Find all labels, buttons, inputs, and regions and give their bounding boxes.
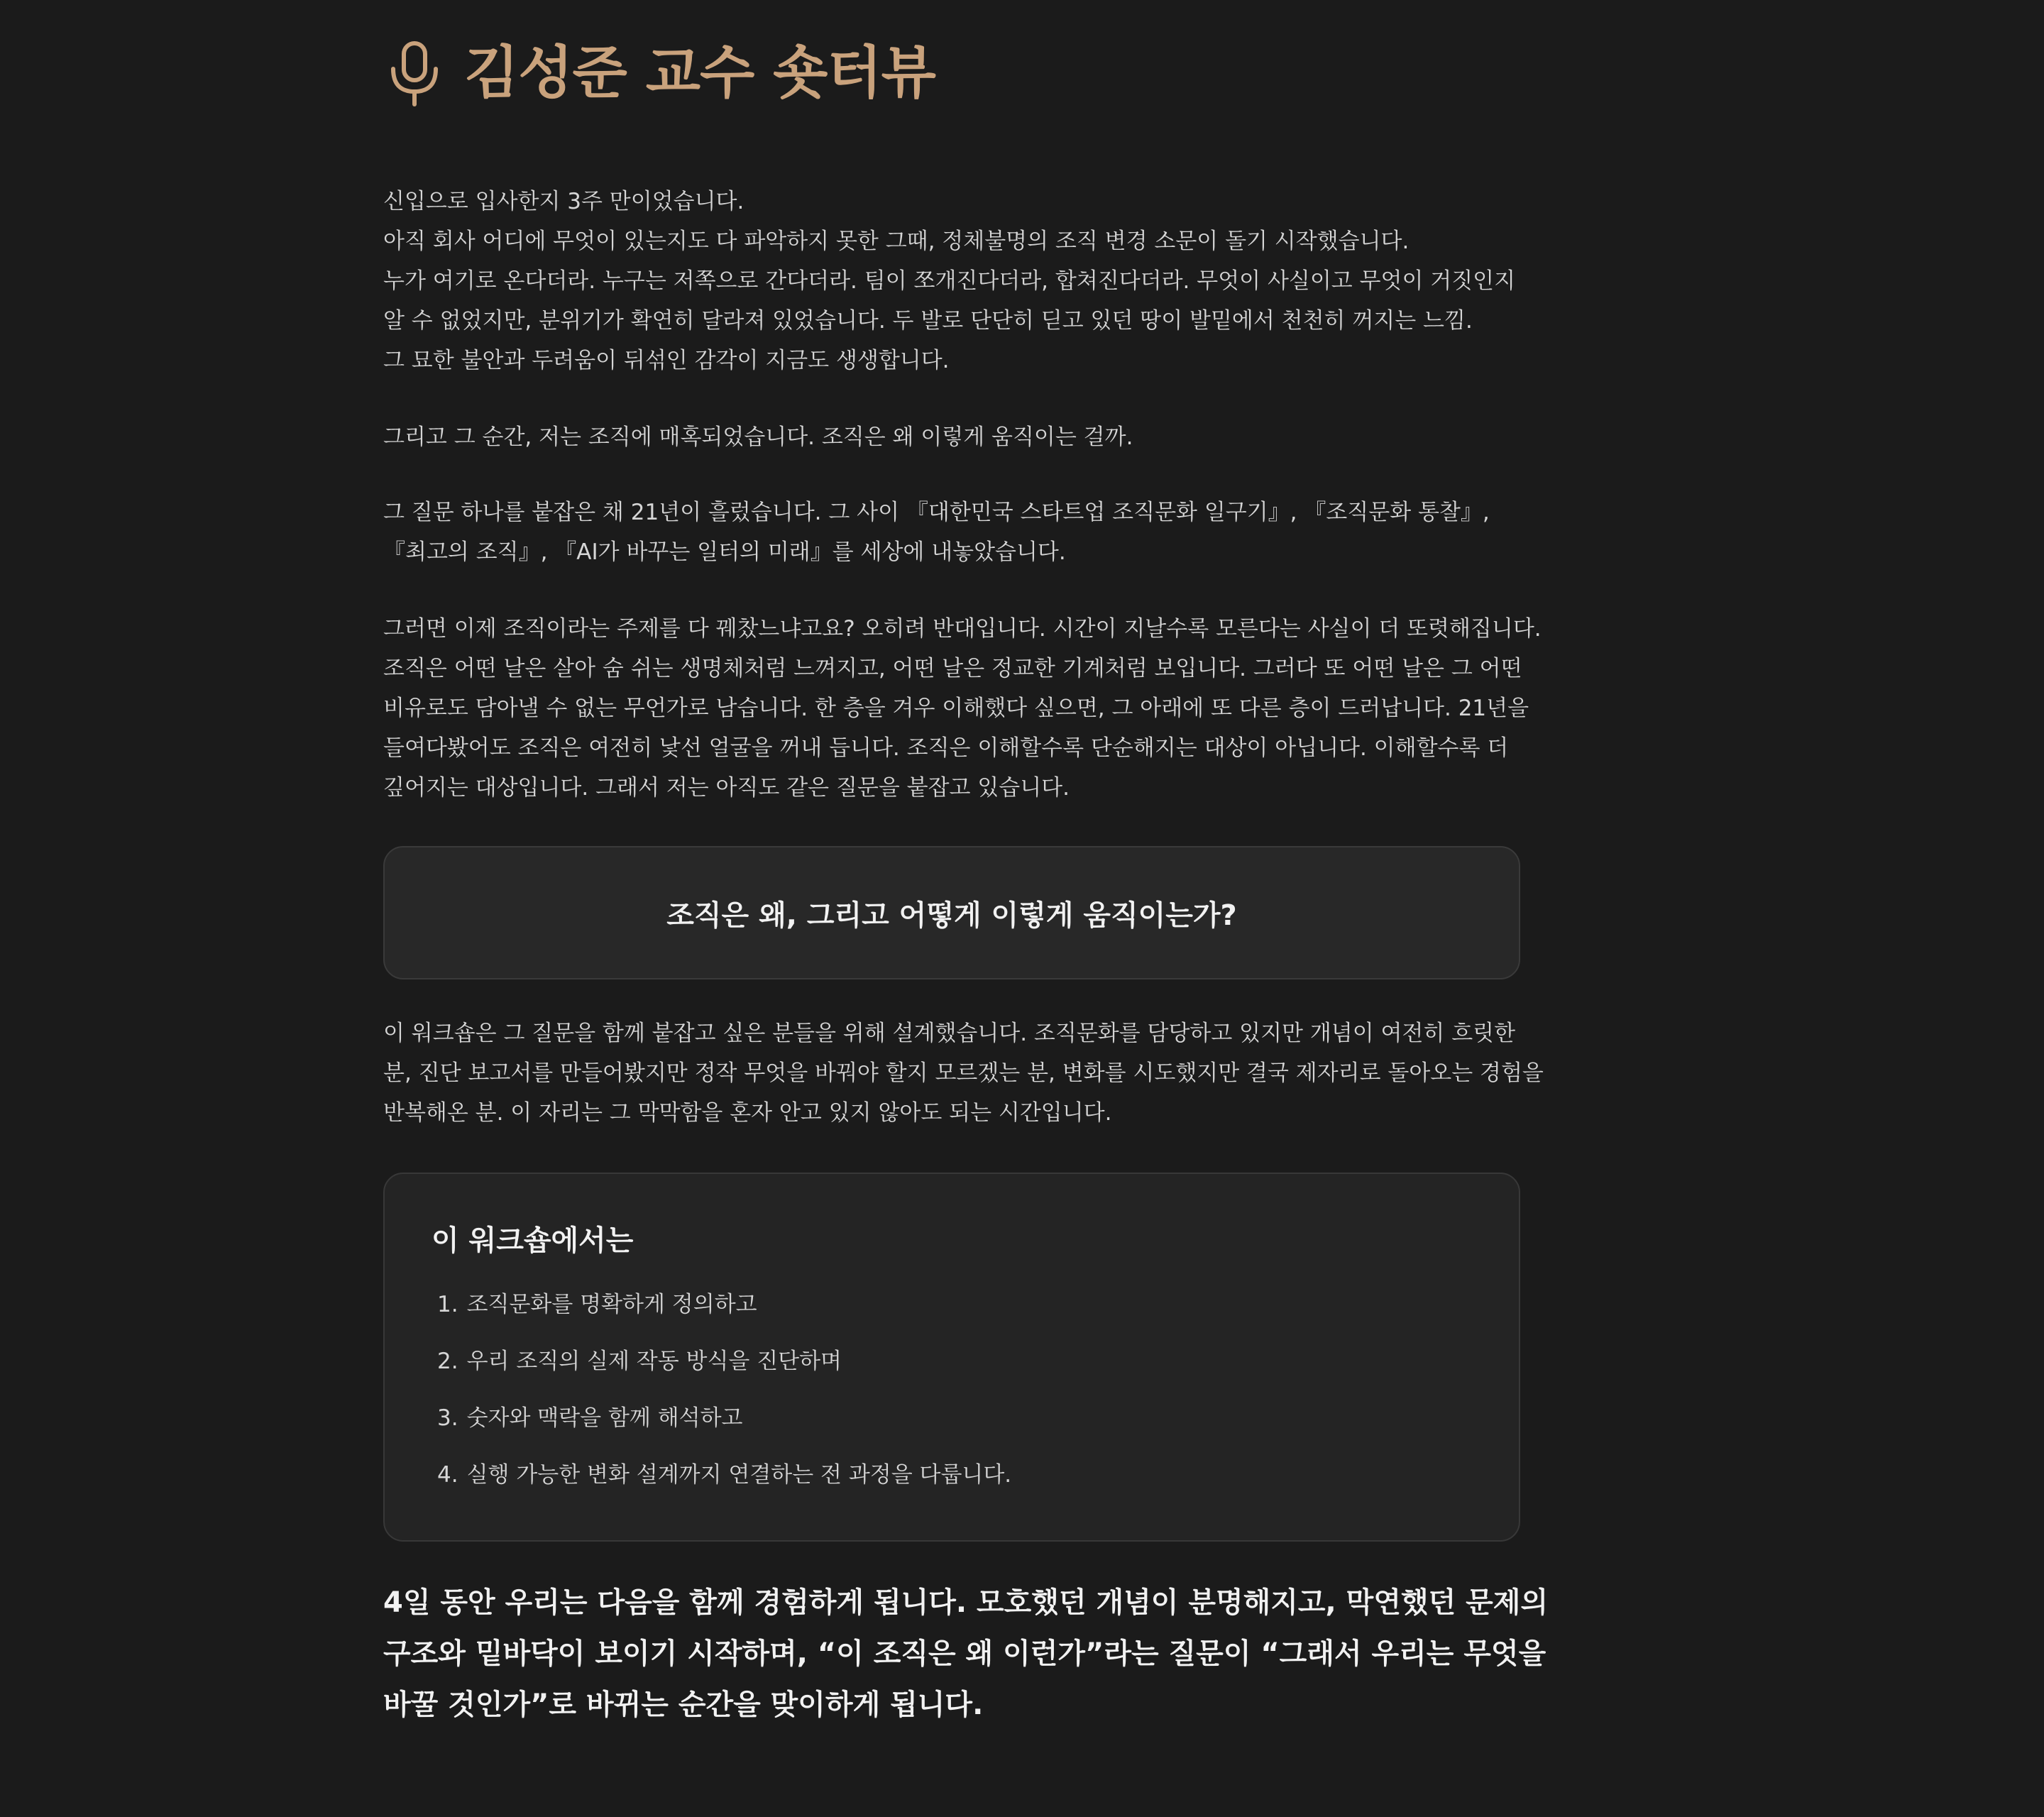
closing-paragraph <box>383 1577 1549 1730</box>
intro-line: 알 수 없었지만, 분위기가 확연히 달라져 있었습니다. 두 발로 단단히 딛고 있던 땅이 발밑에서 천천히 꺼지는 느낌. <box>383 308 1473 334</box>
reflection-line: 그러면 이제 조직이라는 주제를 다 꿰찼느냐고요? 오히려 반대입니다. 시간이 지날수록 모른다는 사실이 더 또렷해집니다. <box>383 616 1542 642</box>
closing-line: 구조와 밑바닥이 보이기 시작하며, “이 조직은 왜 이런가”라는 질문이 “그래서 우리는 무엇을 <box>383 1637 1546 1670</box>
page-header <box>383 34 935 112</box>
workshop-callout <box>383 1173 1520 1542</box>
intro-paragraph <box>383 182 1519 380</box>
books-line: 『최고의 조직』, 『AI가 바꾸는 일터의 미래』를 세상에 내놓았습니다. <box>383 539 1066 565</box>
intro-line: 아직 회사 어디에 무엇이 있는지도 다 파악하지 못한 그때, 정체불명의 조직 변경 소문이 돌기 시작했습니다. <box>383 229 1410 254</box>
purpose-paragraph <box>383 1014 1544 1133</box>
list-item-number: 3. <box>437 1405 458 1431</box>
reflection-line: 깊어지는 대상입니다. 그래서 저는 아직도 같은 질문을 붙잡고 있습니다. <box>383 775 1070 801</box>
intro-line: 신입으로 입사한지 3주 만이었습니다. <box>383 189 744 214</box>
reflection-line: 들여다봤어도 조직은 여전히 낯선 얼굴을 꺼내 듭니다. 조직은 이해할수록 단순해지는 대상이 아닙니다. 이해할수록 더 <box>383 735 1509 761</box>
intro-line: 그 묘한 불안과 두려움이 뒤섞인 감각이 지금도 생생합니다. <box>383 348 950 373</box>
list-item <box>437 1455 1011 1512</box>
list-item-number: 4. <box>437 1462 458 1488</box>
list-item-text: 실행 가능한 변화 설계까지 연결하는 전 과정을 다룹니다. <box>466 1462 1012 1488</box>
fascination-paragraph <box>383 417 1519 457</box>
microphone-icon <box>383 38 449 109</box>
list-item <box>437 1398 1011 1455</box>
purpose-line: 반복해온 분. 이 자리는 그 막막함을 혼자 안고 있지 않아도 되는 시간입니다. <box>383 1100 1112 1126</box>
list-item-text: 숫자와 맥락을 함께 해석하고 <box>466 1405 743 1431</box>
closing-line: 4일 동안 우리는 다음을 함께 경험하게 됩니다. 모호했던 개념이 분명해지고, 막연했던 문제의 <box>383 1586 1549 1619</box>
list-item-text: 조직문화를 명확하게 정의하고 <box>466 1292 757 1317</box>
list-item <box>437 1341 1011 1398</box>
fascination-line: 그리고 그 순간, 저는 조직에 매혹되었습니다. 조직은 왜 이렇게 움직이는 걸까. <box>383 424 1133 450</box>
list-item-number: 2. <box>437 1349 458 1374</box>
purpose-line: 분, 진단 보고서를 만들어봤지만 정작 무엇을 바꿔야 할지 모르겠는 분, 변화를 시도했지만 결국 제자리로 돌아오는 경험을 <box>383 1060 1544 1086</box>
question-callout <box>383 846 1520 979</box>
purpose-line: 이 워크숍은 그 질문을 함께 붙잡고 싶은 분들을 위해 설계했습니다. 조직문화를 담당하고 있지만 개념이 여전히 흐릿한 <box>383 1021 1516 1046</box>
workshop-title: 이 워크숍에서는 <box>432 1224 634 1257</box>
workshop-list <box>437 1285 1011 1512</box>
list-item <box>437 1285 1011 1341</box>
books-line: 그 질문 하나를 붙잡은 채 21년이 흘렀습니다. 그 사이 『대한민국 스타트업 조직문화 일구기』, 『조직문화 통찰』, <box>383 500 1490 525</box>
question-text: 조직은 왜, 그리고 어떻게 이렇게 움직이는가? <box>666 899 1237 932</box>
list-item-number: 1. <box>437 1292 458 1317</box>
intro-line: 누가 여기로 온다더라. 누구는 저쪽으로 간다더라. 팀이 쪼개진다더라, 합쳐진다더라. 무엇이 사실이고 무엇이 거짓인지 <box>383 268 1516 294</box>
reflection-paragraph <box>383 609 1542 808</box>
reflection-line: 조직은 어떤 날은 살아 숨 쉬는 생명체처럼 느껴지고, 어떤 날은 정교한 기계처럼 보입니다. 그러다 또 어떤 날은 그 어떤 <box>383 656 1522 681</box>
books-paragraph <box>383 493 1519 572</box>
list-item-text: 우리 조직의 실제 작동 방식을 진단하며 <box>466 1349 842 1374</box>
page-title: 김성준 교수 숏터뷰 <box>464 40 935 106</box>
reflection-line: 비유로도 담아낼 수 없는 무언가로 남습니다. 한 층을 겨우 이해했다 싶으면, 그 아래에 또 다른 층이 드러납니다. 21년을 <box>383 696 1529 721</box>
closing-line: 바꿀 것인가”로 바뀌는 순간을 맞이하게 됩니다. <box>383 1689 984 1721</box>
